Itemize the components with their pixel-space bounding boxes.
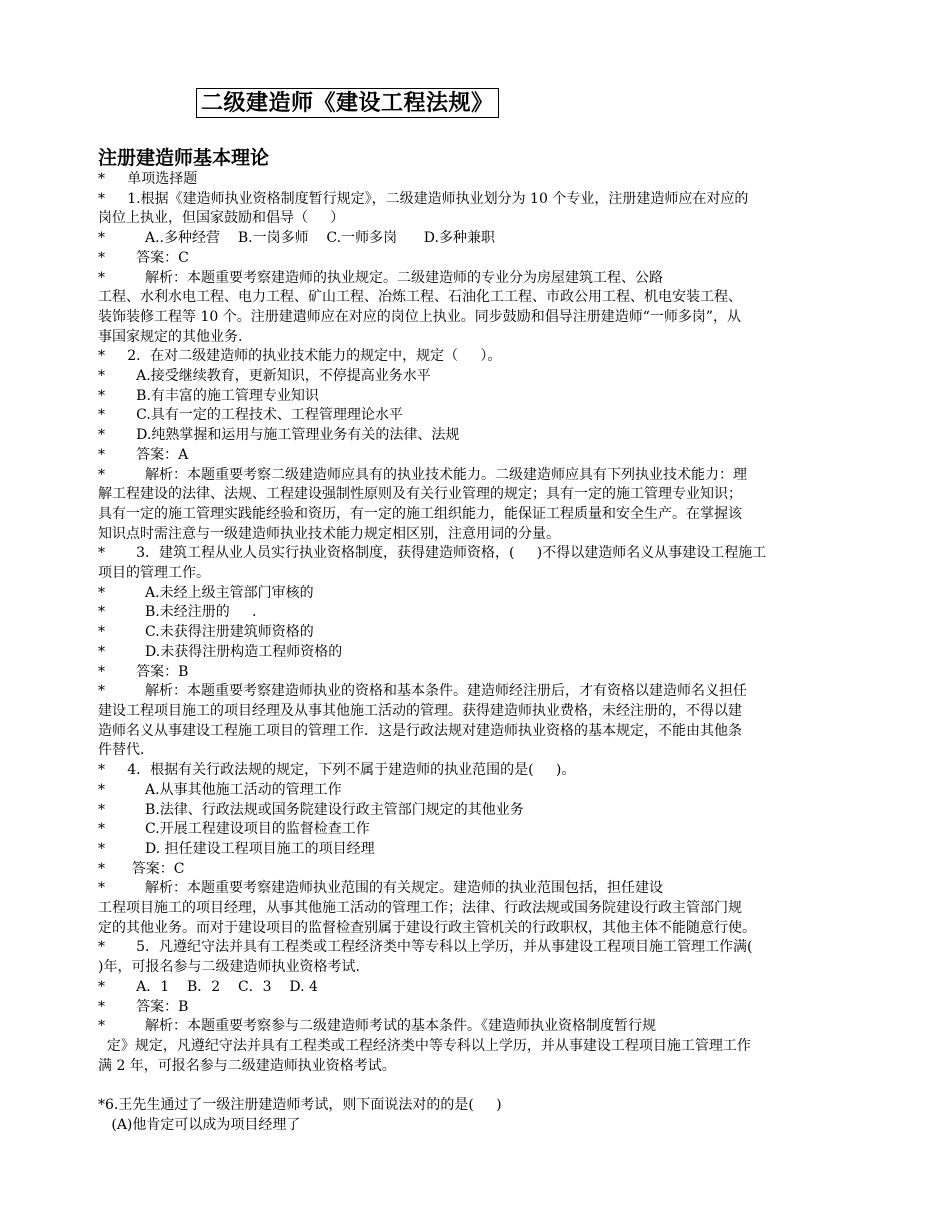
- text-line: * D. 担任建设工程项目施工的项目经理: [98, 840, 375, 857]
- text-line: * A.接受继续教育，更新知识，不停提高业务水平: [98, 368, 431, 385]
- text-line: * D.未获得注册构造工程师资格的: [98, 643, 343, 660]
- text-line: 具有一定的施工管理实践能经验和资历，有一定的施工组织能力，能保证工程质量和安全生产。在掌握该: [98, 505, 742, 522]
- text-line: 工程项目施工的项目经理，从事其他施工活动的管理工作；法律、行政法规或国务院建设行政主管部门规: [98, 900, 742, 917]
- text-line: * C.开展工程建设项目的监督检查工作: [98, 821, 370, 838]
- text-line: 知识点时需注意与一级建造师执业技术能力规定相区别，注意用词的分量。: [98, 525, 560, 542]
- text-line: * 答案：C: [98, 249, 189, 266]
- text-line: * A.未经上级主管部门审核的: [98, 584, 314, 601]
- text-line: 定的其他业务。而对于建设项目的监督检查别属于建设行政主管机关的行政职权，其他主体不能随意行使。: [98, 919, 756, 936]
- text-line: 项目的管理工作。: [98, 565, 210, 582]
- text-line: 满 2 年，可报名参与二级建造师执业资格考试。: [98, 1057, 396, 1074]
- text-line: * 2．在对二级建造师的执业技术能力的规定中，规定（ ）。: [98, 348, 502, 365]
- text-line: * 答案：C: [98, 860, 185, 877]
- text-line: [98, 1076, 862, 1096]
- text-line: * 单项选择题: [98, 171, 198, 187]
- text-line: 事国家规定的其他业务.: [98, 328, 243, 345]
- section-heading: 注册建造师基本理论: [98, 147, 270, 169]
- text-line: * 解析：本题重要考察建造师的执业规定。二级建造师的专业分为房屋建筑工程、公路: [98, 269, 664, 286]
- text-line: * 1.根据《建造师执业资格制度暂行规定》，二级建造师执业划分为 10 个专业，注册建造师应在对应的: [98, 190, 749, 207]
- text-line: (A)他肯定可以成为项目经理了: [98, 1117, 301, 1134]
- text-line: 解工程建设的法律、法规、工程建设强制性原则及有关行业管理的规定；具有一定的施工管理专业知识；: [98, 486, 742, 503]
- text-line: * 答案：B: [98, 998, 189, 1015]
- text-line: * 3．建筑工程从业人员实行执业资格制度，获得建造师资格，( )不得以建造师名义从事建设工程施工: [98, 545, 767, 562]
- text-line: * D.纯熟掌握和运用与施工管理业务有关的法律、法规: [98, 427, 460, 444]
- text-line: )年，可报名参与二级建造师执业资格考试.: [98, 959, 360, 976]
- title-block: [98, 88, 862, 124]
- text-line: 工程、水利水电工程、电力工程、矿山工程、冶炼工程、石油化工工程、市政公用工程、机电安装工程、: [98, 289, 742, 306]
- text-line: 定》规定，凡遵纪守法并具有工程类或工程经济类中等专科以上学历，并从事建设工程项目施工管理工作: [98, 1037, 751, 1054]
- text-line: * 4．根据有关行政法规的规定，下列不属于建造师的执业范围的是( )。: [98, 762, 576, 779]
- document-page: [98, 88, 862, 1136]
- text-line: 岗位上执业，但国家鼓励和倡导（ ）: [98, 210, 345, 227]
- text-line: * A．1 B．2 C．3 D. 4: [98, 978, 318, 995]
- text-line: * 答案：B: [98, 663, 189, 680]
- text-line: * A..多种经营 B.一岗多师 C.一师多岗 D.多种兼职: [98, 230, 495, 247]
- text-line: * 解析：本题重要考察建造师执业的资格和基本条件。建造师经注册后，才有资格以建造师名义担任: [98, 683, 748, 700]
- text-line: * 解析：本题重要考察二级建造师应具有的执业技术能力。二级建造师应具有下列执业技术能力：理: [98, 466, 748, 483]
- text-line: 造师名义从事建设工程施工项目的管理工作．这是行政法规对建造师执业资格的基本规定，不能由其他条: [98, 722, 742, 739]
- document-title: 二级建造师《建设工程法规》: [196, 88, 499, 118]
- text-line: * 解析：本题重要考察建造师执业范围的有关规定。建造师的执业范围包括，担任建设: [98, 880, 664, 897]
- text-line: 装饰装修工程等 10 个。注册建遣师应在对应的岗位上执业。同步鼓励和倡导注册建造师“一师多岗”，从: [98, 308, 742, 325]
- text-line: * C.未获得注册建筑师资格的: [98, 624, 314, 641]
- text-line: * 答案：A: [98, 446, 189, 463]
- text-line: * B.未经注册的 .: [98, 604, 257, 621]
- text-line: * 解析：本题重要考察参与二级建造师考试的基本条件。《建造师执业资格制度暂行规: [98, 1018, 657, 1035]
- text-line: * 5．凡遵纪守法并具有工程类或工程经济类中等专科以上学历，并从事建设工程项目施工管理工作满(: [98, 939, 753, 956]
- text-line: * A.从事其他施工活动的管理工作: [98, 781, 342, 798]
- document-body: [98, 170, 862, 1136]
- text-line: 建设工程项目施工的项目经理及从事其他施工活动的管理。获得建造师执业费格，未经注册的，不得以建: [98, 702, 742, 719]
- text-line: 件替代.: [98, 742, 145, 759]
- text-line: * B.有丰富的施工管理专业知识: [98, 387, 319, 404]
- text-line: * B.法律、行政法规或国务院建设行政主管部门规定的其他业务: [98, 801, 524, 818]
- text-line: *6.王先生通过了一级注册建造师考试，则下面说法对的的是( ): [98, 1097, 502, 1114]
- text-line: * C.具有一定的工程技术、工程管理理论水平: [98, 407, 403, 424]
